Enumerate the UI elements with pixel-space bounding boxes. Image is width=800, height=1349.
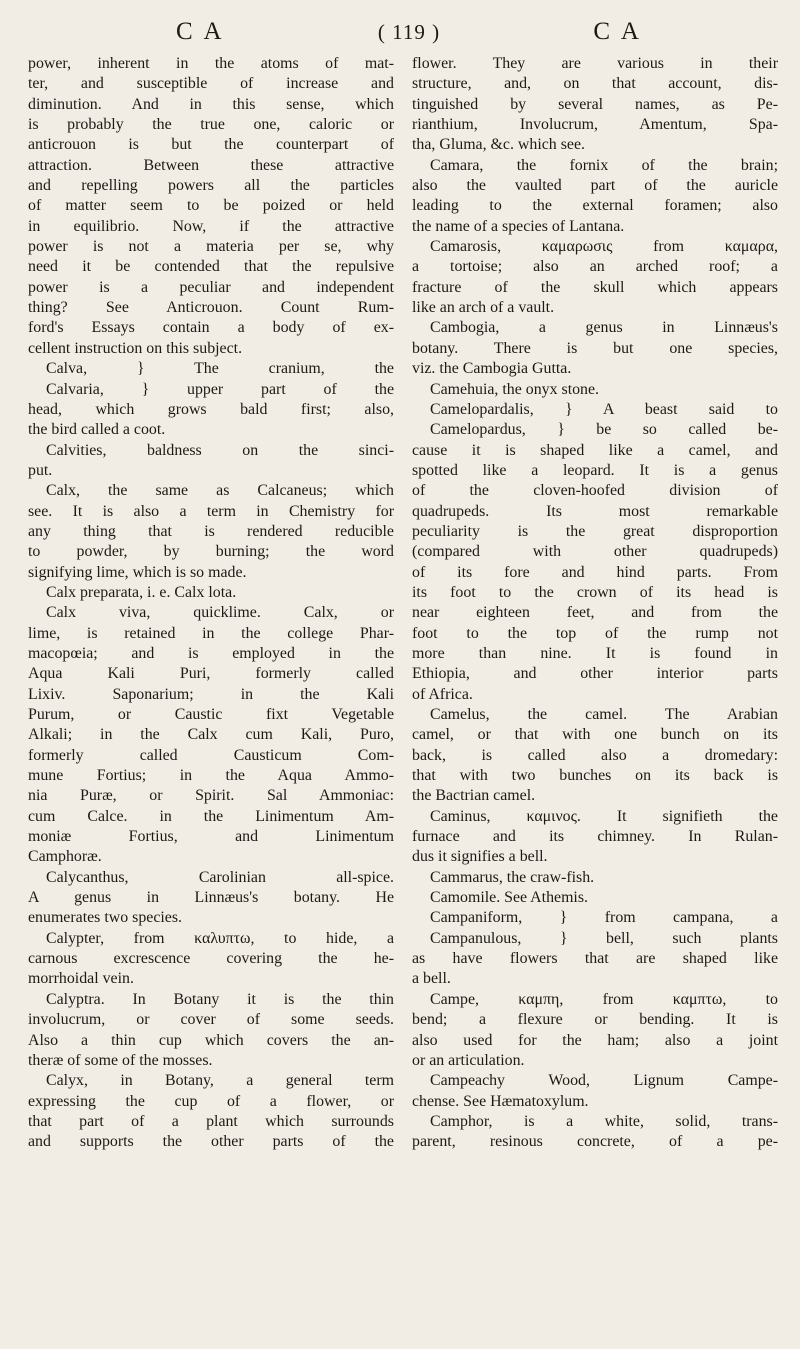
text-line: Calyptra. In Botany it is the thin	[46, 990, 394, 1008]
text-line: power, inherent in the atoms of mat-	[28, 55, 394, 72]
text-line: put.	[28, 461, 53, 479]
text-line: head, which grows bald first; also,	[28, 400, 394, 418]
left-column	[28, 54, 394, 1153]
text-line: Camelopardus, } be so called be-	[430, 421, 778, 439]
text-line: Ethiopia, and other interior parts	[412, 665, 778, 683]
text-line: also the vaulted part of the auricle	[412, 177, 778, 195]
text-line: mune Fortius; in the Aqua Ammo-	[28, 767, 394, 785]
header-left: C A	[176, 18, 225, 45]
text-line: theræ of some of the mosses.	[28, 1051, 213, 1069]
text-line: near eighteen feet, and from the	[412, 604, 778, 622]
right-column	[412, 54, 778, 1153]
text-line: peculiarity is the great disproportion	[412, 522, 778, 540]
text-line: expressing the cup of a flower, or	[28, 1092, 394, 1110]
text-line: foot to the top of the rump not	[412, 624, 778, 642]
text-line: Camelus, the camel. The Arabian	[430, 706, 778, 723]
text-line: tha, Gluma, &c. which see.	[412, 136, 585, 154]
text-line: morrhoidal vein.	[28, 970, 134, 988]
text-columns	[28, 54, 778, 1153]
text-line: Camehuia, the onyx stone.	[430, 380, 600, 398]
text-line: involucrum, or cover of some seeds.	[28, 1011, 394, 1029]
header-right: C A	[593, 18, 642, 45]
text-line: parent, resinous concrete, of a pe-	[412, 1133, 778, 1151]
text-line: Calyx, in Botany, a general term	[46, 1072, 394, 1090]
text-line: camel, or that with one bunch on its	[412, 726, 778, 744]
text-line: Aqua Kali Puri, formerly called	[28, 665, 394, 683]
text-line: bend; a flexure or bending. It is	[412, 1011, 778, 1029]
text-line: Camarosis, καμαρωσις from καμαρα,	[430, 238, 778, 256]
text-line: dus it signifies a bell.	[412, 848, 548, 866]
text-line: nia Puræ, or Spirit. Sal Ammoniac:	[28, 787, 394, 805]
text-line: a tortoise; also an arched roof; a	[412, 258, 778, 276]
text-line: Cambogia, a genus in Linnæus's	[430, 319, 778, 337]
text-line: ford's Essays contain a body of ex-	[28, 319, 394, 337]
text-line: Also a thin cup which covers the an-	[28, 1031, 394, 1049]
text-line: to powder, by burning; the word	[28, 543, 394, 561]
text-line: in equilibrio. Now, if the attractive	[28, 217, 394, 235]
text-line: Caminus, καμινος. It signifieth the	[430, 807, 778, 825]
text-line: as have flowers that are shaped like	[412, 950, 778, 968]
text-line: carnous excrescence covering the he-	[28, 950, 394, 968]
text-line: A genus in Linnæus's botany. He	[28, 889, 394, 907]
text-line: power is a peculiar and independent	[28, 278, 394, 296]
text-line: cellent instruction on this subject.	[28, 339, 243, 357]
text-line: macopœia; and is employed in the	[28, 644, 394, 662]
text-line: its foot to the crown of its head is	[412, 583, 778, 601]
text-line: tinguished by several names, as Pe-	[412, 95, 778, 113]
text-line: that part of a plant which surrounds	[28, 1112, 394, 1130]
text-line: thing? See Anticrouon. Count Rum-	[28, 299, 394, 317]
text-line: the name of a species of Lantana.	[412, 217, 625, 235]
text-line: that with two bunches on its back is	[412, 767, 778, 785]
text-line: Camomile. See Athemis.	[430, 889, 589, 907]
text-line: flower. They are various in their	[412, 55, 778, 72]
text-line: power is not a materia per se, why	[28, 238, 394, 256]
text-line: lime, is retained in the college Phar-	[28, 624, 394, 642]
text-line: (compared with other quadrupeds)	[412, 543, 778, 561]
text-line: diminution. And in this sense, which	[28, 95, 394, 113]
text-line: the bird called a coot.	[28, 421, 166, 439]
text-line: ter, and susceptible of increase and	[28, 75, 394, 93]
text-line: Calycanthus, Carolinian all-spice.	[46, 868, 394, 886]
text-line: signifying lime, which is so made.	[28, 563, 247, 581]
text-line: is probably the true one, caloric or	[28, 116, 394, 134]
text-line: Camphor, is a white, solid, trans-	[430, 1112, 778, 1130]
text-line: Calx preparata, i. e. Calx lota.	[46, 583, 237, 601]
text-line: also used for the ham; also a joint	[412, 1031, 778, 1049]
text-line: and supports the other parts of the	[28, 1133, 394, 1151]
text-line: fracture of the skull which appears	[412, 278, 778, 296]
text-line: spotted like a leopard. It is a genus	[412, 461, 778, 479]
text-line: Alkali; in the Calx cum Kali, Puro,	[28, 726, 394, 744]
text-line: viz. the Cambogia Gutta.	[412, 360, 572, 378]
running-head	[28, 12, 778, 52]
text-line: of matter seem to be poized or held	[28, 197, 394, 215]
text-line: need it be contended that the repulsive	[28, 258, 394, 276]
text-line: moniæ Fortius, and Linimentum	[28, 828, 394, 846]
text-line: Calx, the same as Calcaneus; which	[46, 482, 394, 500]
text-line: a bell.	[412, 970, 451, 988]
text-line: Camara, the fornix of the brain;	[430, 156, 778, 174]
text-line: botany. There is but one species,	[412, 339, 778, 357]
text-line: furnace and its chimney. In Rulan-	[412, 828, 778, 846]
text-line: quadrupeds. Its most remarkable	[412, 502, 778, 520]
text-line: formerly called Causticum Com-	[28, 746, 394, 764]
text-line: any thing that is rendered reducible	[28, 522, 394, 540]
text-line: cause it is shaped like a camel, and	[412, 441, 778, 459]
text-line: more than nine. It is found in	[412, 644, 778, 662]
text-line: chense. See Hæmatoxylum.	[412, 1092, 589, 1110]
text-line: of Africa.	[412, 685, 473, 703]
text-line: Campaniform, } from campana, a	[430, 909, 778, 927]
text-line: of its fore and hind parts. From	[412, 563, 778, 581]
text-line: Camelopardalis, } A beast said to	[430, 400, 778, 418]
text-line: Campanulous, } bell, such plants	[430, 929, 778, 947]
text-line: rianthium, Involucrum, Amentum, Spa-	[412, 116, 778, 134]
text-line: Camphoræ.	[28, 848, 102, 866]
text-line: and repelling powers all the particles	[28, 177, 394, 195]
text-line: see. It is also a term in Chemistry for	[28, 502, 394, 520]
text-line: cum Calce. in the Linimentum Am-	[28, 807, 394, 825]
text-line: Calva, } The cranium, the	[46, 360, 394, 378]
text-line: Campe, καμπη, from καμπτω, to	[430, 990, 778, 1008]
text-line: Calypter, from καλυπτω, to hide, a	[46, 929, 394, 947]
text-line: structure, and, on that account, dis-	[412, 75, 778, 93]
text-line: Purum, or Caustic fixt Vegetable	[28, 706, 394, 723]
text-line: attraction. Between these attractive	[28, 156, 394, 174]
page-number: ( 119 )	[377, 20, 441, 44]
text-line: the Bactrian camel.	[412, 787, 536, 805]
text-line: like an arch of a vault.	[412, 299, 555, 317]
text-line: or an articulation.	[412, 1051, 525, 1069]
text-line: of the cloven-hoofed division of	[412, 482, 778, 500]
text-line: leading to the external foramen; also	[412, 197, 778, 215]
text-line: Calx viva, quicklime. Calx, or	[46, 604, 394, 622]
text-line: back, is called also a dromedary:	[412, 746, 778, 764]
text-line: Lixiv. Saponarium; in the Kali	[28, 685, 394, 703]
text-line: enumerates two species.	[28, 909, 182, 927]
text-line: Calvities, baldness on the sinci-	[46, 441, 394, 459]
text-line: Cammarus, the craw-fish.	[430, 868, 595, 886]
text-line: Calvaria, } upper part of the	[46, 380, 394, 398]
text-line: anticrouon is but the counterpart of	[28, 136, 394, 154]
text-line: Campeachy Wood, Lignum Campe-	[430, 1072, 778, 1090]
